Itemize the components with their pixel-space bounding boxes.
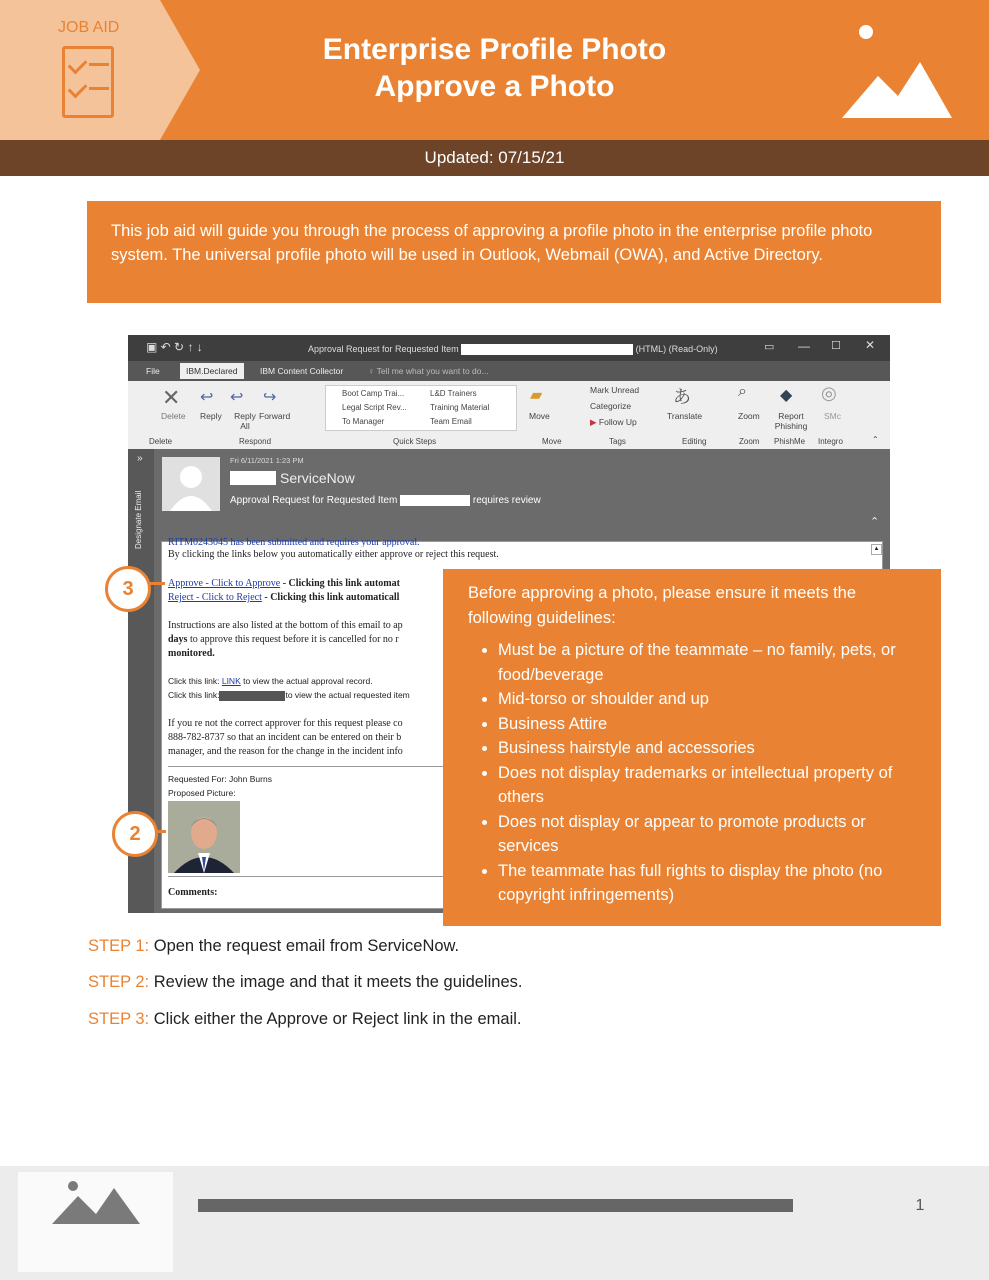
translate-icon: あ — [673, 387, 691, 407]
approve-link[interactable]: Approve - Click to Approve — [168, 578, 281, 589]
expand-icon[interactable]: » — [137, 453, 143, 464]
zoom-button[interactable]: Zoom — [738, 411, 760, 421]
close-icon[interactable]: ✕ — [865, 338, 876, 352]
ribbon-group-labels — [128, 437, 890, 449]
save-icon[interactable]: ▣ ↶ ↻ ↑ ↓ — [146, 340, 203, 354]
group-label: Move — [542, 437, 562, 446]
cut-line: RITM0243045 has been submitted and requires your approval. — [168, 538, 420, 547]
quick-step-item[interactable]: To Manager — [342, 417, 385, 426]
checklist-icon — [62, 46, 114, 118]
group-label: PhishMe — [774, 437, 806, 446]
guideline-item: • Business Attire — [498, 712, 921, 737]
forward-button[interactable]: Forward — [259, 411, 291, 421]
minimize-icon[interactable]: — — [798, 339, 810, 353]
collapse-header-icon[interactable]: ⌃ — [870, 516, 880, 528]
categorize-button[interactable]: Categorize — [590, 401, 632, 411]
callout-step-2: 2 — [112, 811, 158, 857]
divider — [168, 876, 448, 877]
email-header — [154, 449, 890, 531]
divider — [168, 766, 448, 767]
reply-button[interactable]: Reply — [200, 411, 222, 421]
smc-button[interactable]: SMc — [824, 411, 841, 421]
guidelines-intro: Before approving a photo, please ensure it meets the following guidelines: — [468, 584, 856, 627]
quick-step-item[interactable]: Legal Script Rev... — [342, 403, 407, 412]
requested-for: Requested For: John Burns — [168, 774, 272, 784]
group-label: Integro — [818, 437, 843, 446]
approve-line: Approve - Click to Approve - Clicking this link automat — [168, 578, 400, 589]
window-titlebar — [128, 335, 890, 361]
zoom-icon: ⌕ — [738, 383, 747, 400]
record-link-line: Click this link: LINK to view the actual approval record. — [168, 676, 373, 686]
phishing-icon: ◆ — [780, 387, 793, 404]
designate-email-label[interactable]: Designate Email — [134, 490, 143, 549]
guideline-item: • Must be a picture of the teammate – no family, pets, or food/beverage — [498, 638, 921, 687]
quick-step-item[interactable]: Boot Camp Trai... — [342, 389, 405, 398]
reply-icon: ↩ — [200, 389, 214, 406]
image-placeholder-icon — [832, 10, 959, 132]
flag-icon: ▶ — [590, 417, 597, 427]
collapse-ribbon-icon[interactable]: ⌃ — [872, 435, 879, 444]
mark-unread-button[interactable]: Mark Unread — [590, 385, 640, 395]
sender-redaction — [230, 471, 276, 485]
item-link-line: Click this link: to view the actual requested item — [168, 690, 410, 700]
maximize-icon[interactable]: ☐ — [831, 340, 841, 352]
delete-button[interactable]: Delete — [161, 411, 186, 421]
guidelines-list — [468, 638, 921, 908]
page-subtitle: Approve a Photo — [374, 70, 615, 103]
page-title: Enterprise Profile Photo — [322, 33, 667, 66]
reply-all-button[interactable]: Reply All — [234, 411, 256, 431]
instructions-line: monitored. — [168, 648, 215, 659]
step-3: STEP 3: Click either the Approve or Reject link in the email. — [88, 1010, 522, 1028]
guidelines-box — [443, 569, 941, 926]
proposed-photo — [168, 801, 240, 873]
translate-button[interactable]: Translate — [667, 411, 703, 421]
ribbon-tabs — [128, 361, 890, 381]
guideline-item: • The teammate has full rights to display the photo (no copyright infringements) — [498, 859, 921, 908]
tab-ibm-content-collector[interactable]: IBM Content Collector — [260, 366, 344, 376]
scroll-up-button[interactable]: ▲ — [871, 544, 882, 555]
quick-step-item[interactable]: Team Email — [430, 417, 472, 426]
group-label: Quick Steps — [393, 437, 437, 446]
comments-label: Comments: — [168, 887, 218, 898]
intro-text: This job aid will guide you through the process of approving a profile photo in the enterprise profile photo system. The universal profile photo will be used in Outlook, Webmail (OWA), and Active Directory. — [87, 201, 941, 303]
quick-step-item[interactable]: Training Material — [430, 403, 490, 412]
group-label: Zoom — [739, 437, 760, 446]
tab-ibm-declared[interactable]: IBM.Declared — [180, 363, 244, 379]
guideline-item: • Does not display trademarks or intellectual property of others — [498, 761, 921, 810]
delete-icon[interactable]: ✕ — [162, 385, 181, 410]
move-button[interactable]: Move — [529, 411, 550, 421]
follow-up-button[interactable]: ▶ Follow Up — [590, 417, 637, 427]
guideline-item: • Does not display or appear to promote products or services — [498, 810, 921, 859]
email-subject: Approval Request for Requested Item requires review — [230, 495, 541, 507]
updated-date: Updated: 07/15/21 — [0, 140, 989, 176]
record-link[interactable]: LINK — [221, 676, 241, 686]
smc-icon: ◎ — [821, 383, 837, 403]
reply-all-icon: ↩ — [230, 389, 244, 406]
tab-file[interactable]: File — [146, 366, 160, 376]
callout-step-3: 3 — [105, 566, 151, 612]
reject-link[interactable]: Reject - Click to Reject — [168, 592, 262, 603]
window-title: Approval Request for Requested Item (HTML) (Read-Only) — [308, 344, 718, 354]
not-correct-line: If you re not the correct approver for this request please co — [168, 718, 403, 729]
job-aid-label: JOB AID — [58, 19, 120, 36]
step-2: STEP 2: Review the image and that it meets the guidelines. — [88, 973, 523, 991]
callout-pointer — [156, 830, 166, 833]
proposed-picture-label: Proposed Picture: — [168, 788, 236, 798]
callout-pointer — [149, 582, 165, 585]
tell-me-search[interactable]: ♀ Tell me what you want to do... — [368, 366, 489, 376]
step-1: STEP 1: Open the request email from ServiceNow. — [88, 937, 460, 955]
not-correct-line: 888-782-8737 so that an incident can be entered on their b — [168, 732, 402, 743]
avatar — [162, 457, 220, 511]
guideline-item: • Mid-torso or shoulder and up — [498, 687, 921, 712]
footer-image-icon — [18, 1172, 173, 1272]
sender-name: ServiceNow — [280, 470, 355, 486]
ribbon-display-icon[interactable]: ▭ — [764, 341, 775, 353]
instructions-line: Instructions are also listed at the bottom of this email to ap — [168, 620, 403, 631]
quick-steps-gallery — [325, 385, 517, 431]
lightbulb-icon: ♀ — [368, 366, 375, 376]
group-label: Respond — [239, 437, 272, 446]
quick-step-item[interactable]: L&D Trainers — [430, 389, 477, 398]
guideline-item: • Business hairstyle and accessories — [498, 736, 921, 761]
group-label: Tags — [609, 437, 626, 446]
page-number: 1 — [915, 1197, 925, 1214]
reject-line: Reject - Click to Reject - Clicking this link automaticall — [168, 592, 400, 603]
forward-icon: ↪ — [263, 389, 277, 406]
instructions-line: days to approve this request before it is cancelled for no r — [168, 634, 399, 645]
not-correct-line: manager, and the reason for the change in the incident info — [168, 746, 403, 757]
report-phishing-button[interactable]: Report Phishing — [774, 411, 808, 431]
body-line: By clicking the links below you automatically either approve or reject this request. — [168, 549, 499, 560]
group-label: Delete — [149, 437, 173, 446]
footer-bar — [198, 1199, 793, 1212]
group-label: Editing — [682, 437, 707, 446]
email-date: Fri 6/11/2021 1:23 PM — [230, 456, 304, 465]
move-icon: ▰ — [530, 387, 543, 404]
